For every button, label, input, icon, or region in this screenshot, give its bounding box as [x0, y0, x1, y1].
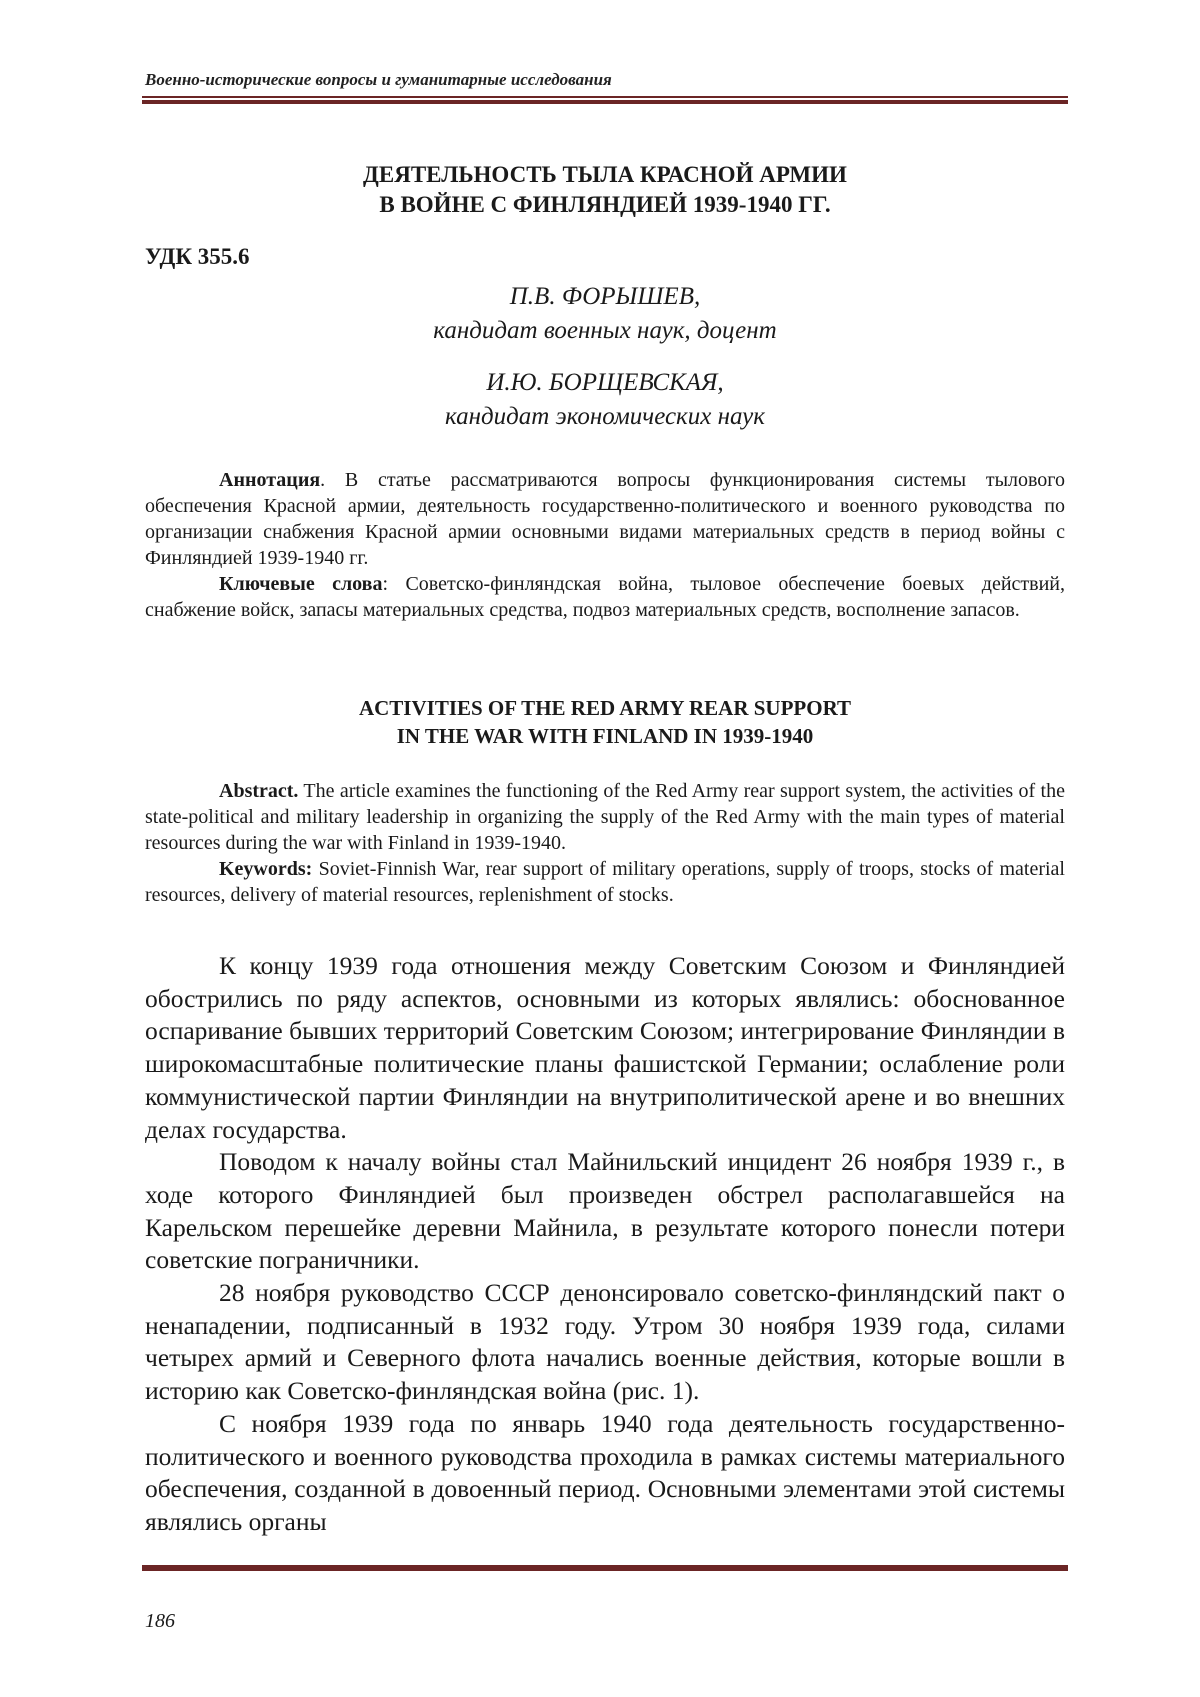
- keywords-paragraph: [145, 571, 1065, 623]
- english-title-line-1: ACTIVITIES OF THE RED ARMY REAR SUPPORT: [358, 696, 852, 720]
- keywords-label: Ключевые слова: [219, 573, 383, 595]
- article-title: [145, 160, 1065, 220]
- footer-rule: [142, 1563, 1068, 1571]
- body-paragraph: 28 ноября руководство СССР денонсировало советско-финляндский пакт о ненападении, подписанный в 1932 году. Утром 30 ноября 1939 года, силами четырех армий и Северного флота начались военные действия, которые вошли в историю как Советско-финляндская война (рис. 1).: [145, 1278, 1065, 1406]
- keywords-text: : Советско-финляндская война, тыловое обеспечение боевых действий, снабжение войск, запасы материальных средства, подвоз материальных средств, восполнение запасов.: [145, 573, 1066, 621]
- english-title-line-2: IN THE WAR WITH FINLAND IN 1939-1940: [396, 724, 814, 748]
- author-name: П.В. ФОРЫШЕВ,: [509, 283, 701, 310]
- running-header: Военно-исторические вопросы и гуманитарные исследования: [145, 70, 612, 89]
- abstract-text: The article examines the functioning of the Red Army rear support system, the activities of the state-political and military leadership in organizing the supply of the Red Army with the main types of material resources during the war with Finland in 1939-1940.: [145, 780, 1065, 854]
- abstract-label: Abstract.: [219, 780, 299, 802]
- annotation-label: Аннотация: [219, 469, 321, 491]
- abstract-paragraph: [145, 778, 1065, 856]
- keywords-en-label: Keywords:: [219, 858, 313, 880]
- annotation-ru: [145, 467, 1065, 623]
- author-degree: кандидат военных наук, доцент: [433, 317, 777, 344]
- annotation-en: [145, 778, 1065, 908]
- author-name: И.Ю. БОРЩЕВСКАЯ,: [486, 369, 724, 396]
- author-block: [145, 280, 1065, 348]
- page-number: 186: [145, 1610, 175, 1632]
- annotation-text: . В статье рассматриваются вопросы функционирования системы тылового обеспечения Красной армии, деятельность государственно-политического и военного руководства по организации снабжения Красной армии основными видами материальных средств в период войны с Финляндией 1939-1940 гг.: [145, 469, 1065, 569]
- body-paragraph: К концу 1939 года отношения между Советским Союзом и Финляндией обострились по ряду аспектов, основными из которых являлись: обоснованное оспаривание бывших территорий Советским Союзом; интегрирование Финляндии в широкомасштабные политические планы фашистской Германии; ослабление роли коммунистической партии Финляндии на внутриполитической арене и во внешних делах государства.: [145, 951, 1065, 1144]
- keywords-en-text: Soviet-Finnish War, rear support of military operations, supply of troops, stocks of material resources, delivery of material resources, replenishment of stocks.: [145, 858, 1065, 906]
- title-line-2: В ВОЙНЕ С ФИНЛЯНДИЕЙ 1939-1940 ГГ.: [379, 192, 831, 217]
- author-block: [145, 366, 1065, 434]
- body-paragraph: Поводом к началу войны стал Майнильский инцидент 26 ноября 1939 г., в ходе которого Финляндией был произведен обстрел располагавшейся на Карельском перешейке деревни Майнила, в результате которого понесли потери советские пограничники.: [145, 1147, 1065, 1275]
- udk-code: УДК 355.6: [145, 244, 250, 269]
- english-title: [145, 694, 1065, 750]
- keywords-en-paragraph: [145, 856, 1065, 908]
- author-degree: кандидат экономических наук: [445, 403, 765, 430]
- body-paragraph: С ноября 1939 года по январь 1940 года деятельность государственно-политического и военного руководства проходила в рамках системы материального обеспечения, созданной в довоенный период. Основными элементами этой системы являлись органы: [145, 1408, 1065, 1536]
- annotation-paragraph: [145, 467, 1065, 571]
- header-rule: [142, 96, 1068, 104]
- title-line-1: ДЕЯТЕЛЬНОСТЬ ТЫЛА КРАСНОЙ АРМИИ: [363, 162, 847, 187]
- article-body: [145, 950, 1065, 1539]
